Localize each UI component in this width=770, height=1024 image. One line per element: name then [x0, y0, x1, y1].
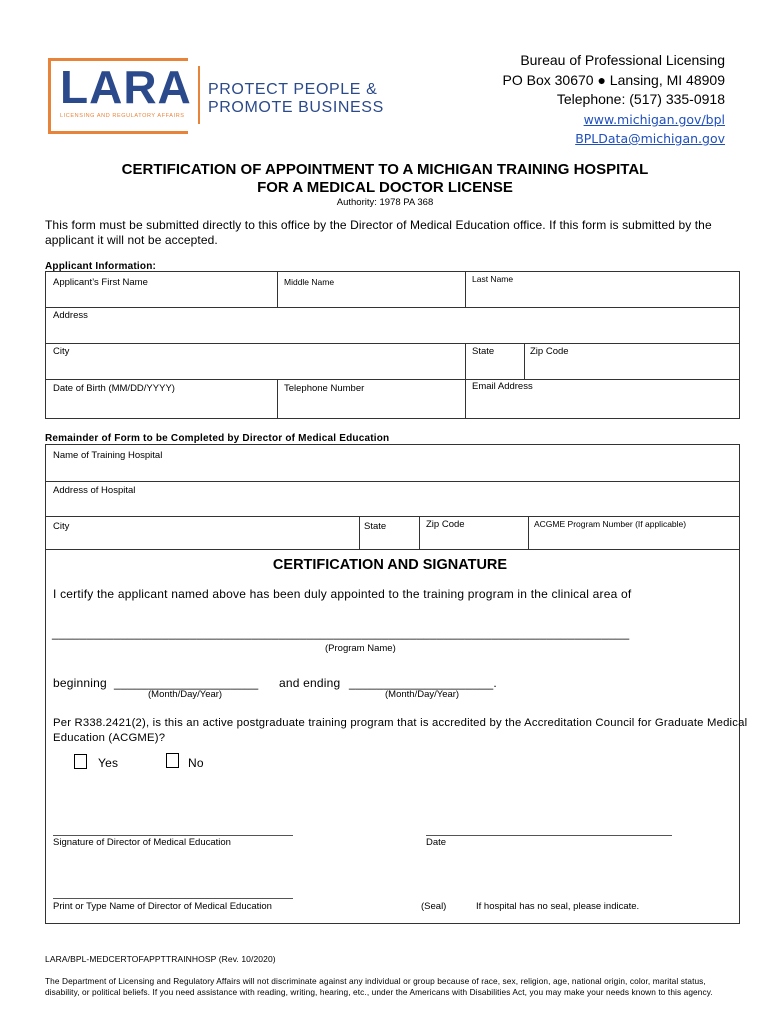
yes-checkbox[interactable]	[74, 754, 87, 769]
address-field[interactable]: Address	[53, 310, 88, 321]
intro-line-1: This form must be submitted directly to this office by the Director of Medical Education office. If this form is submitted by the	[45, 218, 712, 232]
hospital-zip-field[interactable]: Zip Code	[426, 519, 465, 530]
telephone-field[interactable]: Telephone Number	[284, 383, 365, 394]
zip-field[interactable]: Zip Code	[530, 346, 569, 357]
program-name-line[interactable]: ____________________________________________________________________________________	[52, 626, 630, 640]
director-heading: Remainder of Form to be Completed by Director of Medical Education	[45, 433, 390, 444]
logo-divider	[198, 66, 200, 124]
col-divider	[277, 272, 278, 307]
logo-subtitle: LICENSING AND REGULATORY AFFAIRS	[60, 113, 185, 119]
end-date-line[interactable]: _____________________.	[349, 676, 497, 690]
last-name-field[interactable]: Last Name	[472, 274, 514, 284]
certification-statement: I certify the applicant named above has been duly appointed to the training program in the clinical area of	[53, 587, 632, 601]
date-label: Date	[426, 837, 447, 848]
tagline	[208, 81, 384, 117]
no-label: No	[188, 756, 204, 770]
applicant-heading: Applicant Information:	[45, 261, 157, 272]
form-id: LARA/BPL-MEDCERTOFAPPTTRAINHOSP (Rev. 10/2020)	[45, 954, 276, 964]
bureau-telephone: Telephone: (517) 335-0918	[556, 91, 725, 107]
city-field[interactable]: City	[53, 346, 70, 357]
intro-text	[45, 218, 735, 248]
lara-logo	[48, 58, 192, 134]
begin-date-line[interactable]: _____________________	[114, 676, 259, 690]
hospital-address-field[interactable]: Address of Hospital	[53, 485, 136, 496]
authority: Authority: 1978 PA 368	[336, 197, 434, 208]
and-ending-label: and ending	[279, 676, 341, 690]
col-divider	[465, 343, 466, 379]
signature-label: Signature of Director of Medical Education	[53, 837, 231, 848]
col-divider	[524, 343, 525, 379]
seal-label: (Seal)	[421, 901, 447, 912]
tagline-line-2: PROMOTE BUSINESS	[208, 99, 384, 116]
program-name-label: (Program Name)	[325, 643, 396, 654]
col-divider	[465, 272, 466, 307]
signature-line[interactable]	[53, 835, 293, 836]
first-name-field[interactable]: Applicant’s First Name	[53, 277, 148, 288]
yes-label: Yes	[98, 756, 119, 770]
hospital-name-field[interactable]: Name of Training Hospital	[53, 450, 163, 461]
row-divider	[46, 307, 739, 308]
hospital-city-field[interactable]: City	[53, 521, 70, 532]
begin-date-label: (Month/Day/Year)	[148, 689, 223, 700]
acgme-question-line-1: Per R338.2421(2), is this an active postgraduate training program that is accredited by the Accreditation Council for Graduate Medical	[53, 717, 748, 729]
form-title-line-2: FOR A MEDICAL DOCTOR LICENSE	[257, 179, 513, 196]
bureau-address	[503, 51, 726, 149]
col-divider	[528, 516, 529, 549]
no-checkbox[interactable]	[166, 753, 179, 768]
row-divider	[46, 379, 739, 380]
end-date-label: (Month/Day/Year)	[385, 689, 460, 700]
middle-name-field[interactable]: Middle Name	[284, 277, 335, 287]
logo-text: LARA	[60, 61, 192, 113]
website-link[interactable]: www.michigan.gov/bpl	[583, 111, 725, 127]
acgme-question-line-2: Education (ACGME)?	[53, 732, 166, 744]
col-divider	[359, 516, 360, 549]
bureau-name: Bureau of Professional Licensing	[520, 52, 725, 68]
form-title-line-1: CERTIFICATION OF APPOINTMENT TO A MICHIGAN TRAINING HOSPITAL	[121, 161, 649, 178]
row-divider	[46, 343, 739, 344]
intro-line-2: applicant it will not be accepted.	[45, 233, 218, 247]
col-divider	[465, 379, 466, 419]
hospital-state-field[interactable]: State	[364, 521, 387, 532]
row-divider	[46, 481, 739, 482]
email-link[interactable]: BPLData@michigan.gov	[575, 131, 725, 146]
po-box: PO Box 30670 ● Lansing, MI 48909	[502, 71, 725, 88]
state-field[interactable]: State	[472, 346, 495, 357]
beginning-label: beginning	[53, 676, 107, 690]
certification-heading: CERTIFICATION AND SIGNATURE	[272, 557, 508, 573]
disclaimer-line-1: The Department of Licensing and Regulatory Affairs will not discriminate against any individual or group because of race, sex, religion, age, national origin, color, marital status,	[45, 976, 706, 986]
dob-field[interactable]: Date of Birth (MM/DD/YYYY)	[53, 383, 175, 394]
row-divider	[46, 549, 739, 550]
date-line[interactable]	[426, 835, 672, 836]
seal-note: If hospital has no seal, please indicate.	[476, 901, 640, 912]
applicant-info-table	[45, 271, 740, 419]
row-divider	[46, 516, 739, 517]
tagline-line-1: PROTECT PEOPLE &	[208, 81, 378, 98]
col-divider	[277, 379, 278, 419]
print-name-line[interactable]	[53, 898, 293, 899]
col-divider	[419, 516, 420, 549]
disclaimer-line-2: disability, or political beliefs. If you need assistance with reading, writing, hearing, etc., under the Americans with Disabilities Act, you may make your needs known to this agency.	[45, 987, 713, 997]
print-name-label: Print or Type Name of Director of Medical Education	[53, 901, 272, 912]
acgme-number-field[interactable]: ACGME Program Number (If applicable)	[534, 519, 687, 529]
email-field[interactable]: Email Address	[472, 381, 533, 392]
